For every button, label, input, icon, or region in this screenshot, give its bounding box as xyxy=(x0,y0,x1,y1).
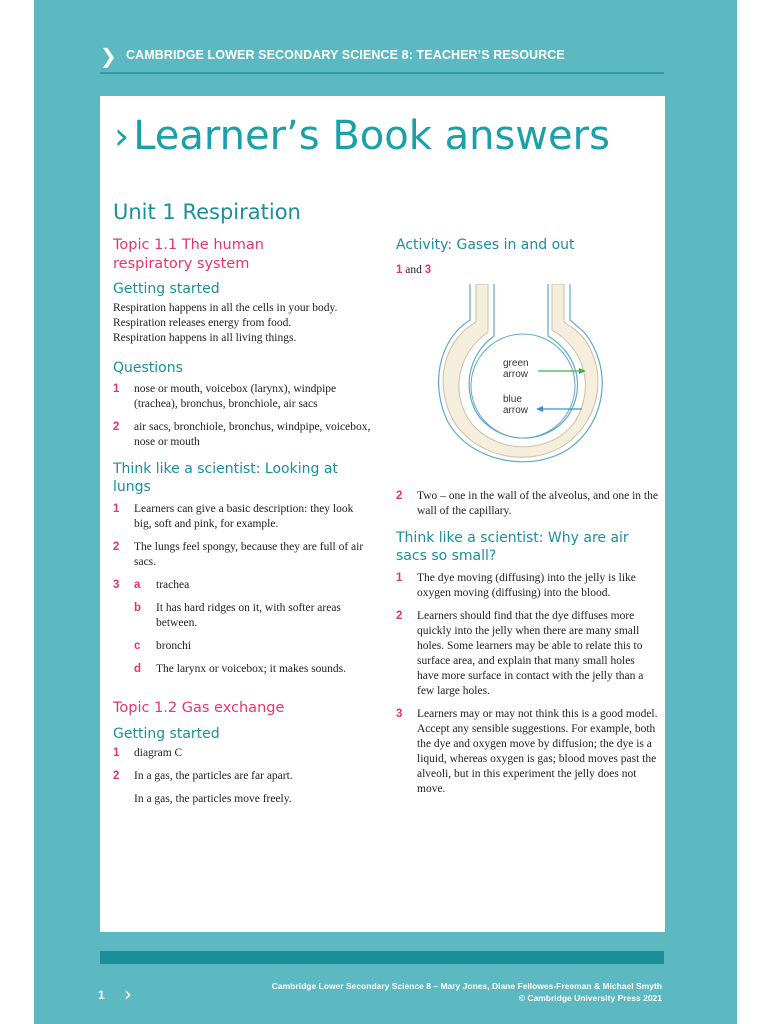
air-sacs-answer: Learners should find that the dye diffuses more quickly into the jelly when there are many small holes. Some learners may be able to relate this to surface area, and explain that many small holes have more surface in contact with the jelly than a few large holes. xyxy=(417,610,644,697)
activity-heading: Activity: Gases in and out xyxy=(396,237,575,253)
blue-arrow-label-1: blue xyxy=(503,394,522,405)
gs2-list xyxy=(113,746,373,807)
gs2-answer: diagram C xyxy=(134,747,183,759)
lungs-item xyxy=(113,502,373,532)
gs2-answer: In a gas, the particles are far apart. xyxy=(134,770,293,782)
lungs-item xyxy=(113,540,373,570)
sub-answer xyxy=(134,639,373,654)
green-arrow-label-2: arrow xyxy=(503,369,529,380)
footer-credit-line-2: © Cambridge University Press 2021 xyxy=(518,993,662,1003)
sub-text: bronchi xyxy=(156,640,192,652)
topic-1-1-line-1: Topic 1.1 The human xyxy=(113,237,264,253)
activity-and: and xyxy=(402,264,425,276)
activity-q2 xyxy=(396,489,658,519)
alveolus-diagram xyxy=(436,284,658,479)
air-sacs-number: 1 xyxy=(396,572,403,584)
gs2-item xyxy=(113,769,373,784)
activity-q2-answer: Two – one in the wall of the alveolus, and one in the wall of the capillary. xyxy=(417,490,658,517)
sub-letter: a xyxy=(134,579,141,591)
gs2-number: 2 xyxy=(113,770,120,782)
questions-list xyxy=(113,382,373,450)
air-sacs-list xyxy=(396,571,658,797)
air-sacs-heading: Think like a scientist: Why are air sacs so small? xyxy=(396,530,629,564)
question-answer: air sacs, bronchiole, bronchus, windpipe, voicebox, nose or mouth xyxy=(134,421,371,448)
air-sacs-number: 3 xyxy=(396,708,403,720)
lungs-list xyxy=(113,502,373,685)
sub-answer xyxy=(134,601,373,631)
looking-at-lungs-heading: Think like a scientist: Looking at lungs xyxy=(113,461,338,495)
activity-numbers xyxy=(396,260,658,278)
footer-credit-line-1: Cambridge Lower Secondary Science 8 – Mary Jones, Diane Fellowes-Freeman & Michael Smyth xyxy=(271,981,662,991)
questions-heading: Questions xyxy=(113,360,183,376)
sub-letter: c xyxy=(134,640,141,652)
getting-started-answers xyxy=(113,301,373,346)
gs2-extra-line: In a gas, the particles move freely. xyxy=(134,793,292,805)
question-item xyxy=(113,420,373,450)
gs-line: Respiration happens in all the cells in your body. xyxy=(113,302,338,314)
footer-credits xyxy=(272,980,662,1004)
unit-title: Unit 1 Respiration xyxy=(113,200,301,224)
question-answer: nose or mouth, voicebox (larynx), windpipe (trachea), bronchus, bronchiole, air sacs xyxy=(134,383,337,410)
header-chevron-icon: ❯ xyxy=(100,44,117,68)
gs2-number: 1 xyxy=(113,747,120,759)
sub-text: The larynx or voicebox; it makes sounds. xyxy=(156,663,347,675)
getting-started-heading-2: Getting started xyxy=(113,726,220,742)
air-sacs-answer: The dye moving (diffusing) into the jelly is like oxygen moving (diffusing) into the blood. xyxy=(417,572,636,599)
question-number: 2 xyxy=(113,421,120,433)
activity-q2-number: 2 xyxy=(396,490,403,502)
sub-letter: d xyxy=(134,663,142,675)
activity-number: 1 xyxy=(396,264,403,276)
air-sacs-number: 2 xyxy=(396,610,403,622)
air-sacs-item xyxy=(396,707,658,797)
air-sacs-item xyxy=(396,571,658,601)
page-title-text: Learner’s Book answers xyxy=(133,113,610,159)
lungs-item-3 xyxy=(113,578,373,685)
air-sacs-answer: Learners may or may not think this is a good model. Accept any sensible suggestions. For example, both the dye and oxygen move by diffusion; the dye is a liquid, whereas oxygen is gas; blood moves past the alveoli, but in this experiment the jelly does not move. xyxy=(417,708,658,795)
sub-letter: b xyxy=(134,602,142,614)
footer-chevron-icon: › xyxy=(124,982,132,1006)
lungs-number: 3 xyxy=(113,579,120,591)
footer-bar xyxy=(100,951,664,964)
topic-1-2-heading: Topic 1.2 Gas exchange xyxy=(113,700,285,716)
question-number: 1 xyxy=(113,383,120,395)
topic-1-1-heading xyxy=(113,236,373,274)
running-header: CAMBRIDGE LOWER SECONDARY SCIENCE 8: TEACHER’S RESOURCE xyxy=(126,48,565,62)
left-column xyxy=(113,236,373,807)
gs-line: Respiration releases energy from food. xyxy=(113,317,292,329)
sub-text: trachea xyxy=(156,579,190,591)
question-item xyxy=(113,382,373,412)
header-rule xyxy=(100,72,664,74)
sub-answers xyxy=(134,578,373,685)
activity-number: 3 xyxy=(424,264,432,276)
right-column xyxy=(396,236,658,805)
topic-1-1-line-2: respiratory system xyxy=(113,256,250,272)
getting-started-heading: Getting started xyxy=(113,281,220,297)
lungs-number: 2 xyxy=(113,541,120,553)
air-sacs-item xyxy=(396,609,658,699)
alveolus-svg xyxy=(436,284,616,474)
blue-arrow-label-2: arrow xyxy=(503,405,529,416)
page-title xyxy=(114,110,610,162)
lungs-answer: The lungs feel spongy, because they are full of air sacs. xyxy=(134,541,364,568)
sub-answer xyxy=(134,578,373,593)
title-chevron-icon: › xyxy=(114,114,130,158)
gs2-item xyxy=(113,746,373,761)
page-number: 1 xyxy=(98,988,105,1002)
green-arrow-label-1: green xyxy=(503,358,529,369)
lungs-answer: Learners can give a basic description: they look big, soft and pink, for example. xyxy=(134,503,354,530)
lungs-number: 1 xyxy=(113,503,120,515)
gs-line: Respiration happens in all living things. xyxy=(113,332,297,344)
sub-text: It has hard ridges on it, with softer areas between. xyxy=(156,602,341,629)
sub-answer xyxy=(134,662,373,677)
page-content xyxy=(100,96,665,932)
